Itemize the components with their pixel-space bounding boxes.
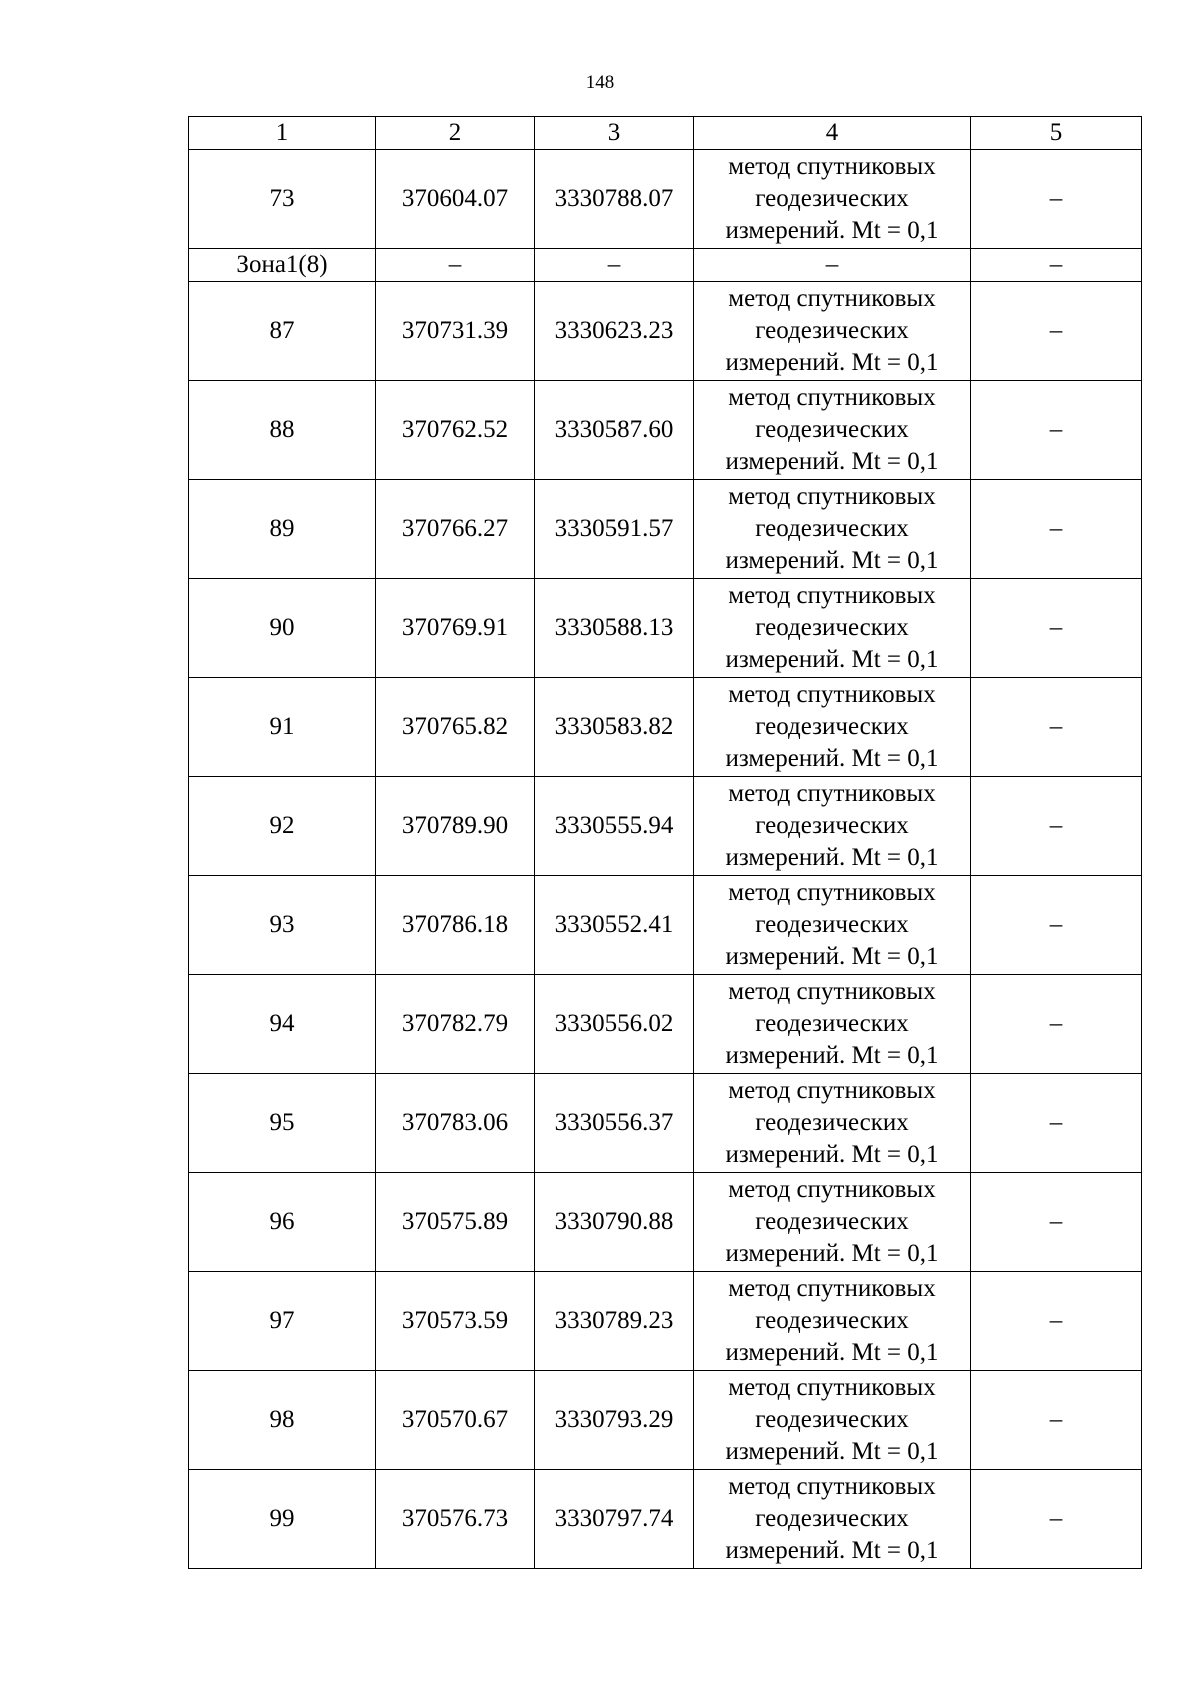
point-number-cell: 91	[189, 678, 376, 777]
table-row	[189, 1074, 1142, 1173]
x-coordinate-cell: 370570.67	[376, 1371, 535, 1470]
method-cell: метод спутниковых геодезических измерений. Mt = 0,1	[694, 282, 971, 381]
point-number-cell: 87	[189, 282, 376, 381]
note-cell: –	[971, 480, 1142, 579]
x-coordinate-cell: 370765.82	[376, 678, 535, 777]
table-row	[189, 282, 1142, 381]
table-row	[189, 975, 1142, 1074]
table-row	[189, 1272, 1142, 1371]
method-cell: метод спутниковых геодезических измерений. Mt = 0,1	[694, 1272, 971, 1371]
note-cell: –	[971, 777, 1142, 876]
point-number-cell: 98	[189, 1371, 376, 1470]
coordinates-table	[188, 116, 1142, 1569]
point-number-cell: 96	[189, 1173, 376, 1272]
point-number-cell: Зона1(8)	[189, 249, 376, 282]
table-row	[189, 150, 1142, 249]
note-cell: –	[971, 249, 1142, 282]
method-cell: –	[694, 249, 971, 282]
note-cell: –	[971, 1272, 1142, 1371]
x-coordinate-cell: –	[376, 249, 535, 282]
method-cell: метод спутниковых геодезических измерений. Mt = 0,1	[694, 381, 971, 480]
table-header-row	[189, 117, 1142, 150]
header-cell: 1	[189, 117, 376, 150]
method-cell: метод спутниковых геодезических измерений. Mt = 0,1	[694, 480, 971, 579]
note-cell: –	[971, 1470, 1142, 1569]
point-number-cell: 92	[189, 777, 376, 876]
header-cell: 2	[376, 117, 535, 150]
y-coordinate-cell: 3330583.82	[535, 678, 694, 777]
method-cell: метод спутниковых геодезических измерений. Mt = 0,1	[694, 975, 971, 1074]
y-coordinate-cell: 3330788.07	[535, 150, 694, 249]
table-row	[189, 678, 1142, 777]
y-coordinate-cell: 3330555.94	[535, 777, 694, 876]
note-cell: –	[971, 1173, 1142, 1272]
table-row	[189, 480, 1142, 579]
point-number-cell: 90	[189, 579, 376, 678]
table-row	[189, 1173, 1142, 1272]
x-coordinate-cell: 370789.90	[376, 777, 535, 876]
table-row	[189, 876, 1142, 975]
x-coordinate-cell: 370782.79	[376, 975, 535, 1074]
method-cell: метод спутниковых геодезических измерений. Mt = 0,1	[694, 678, 971, 777]
y-coordinate-cell: 3330587.60	[535, 381, 694, 480]
y-coordinate-cell: –	[535, 249, 694, 282]
table-row	[189, 1371, 1142, 1470]
x-coordinate-cell: 370783.06	[376, 1074, 535, 1173]
note-cell: –	[971, 678, 1142, 777]
header-cell: 5	[971, 117, 1142, 150]
note-cell: –	[971, 1371, 1142, 1470]
y-coordinate-cell: 3330623.23	[535, 282, 694, 381]
table-body	[189, 117, 1142, 1569]
method-cell: метод спутниковых геодезических измерений. Mt = 0,1	[694, 777, 971, 876]
x-coordinate-cell: 370769.91	[376, 579, 535, 678]
method-cell: метод спутниковых геодезических измерений. Mt = 0,1	[694, 876, 971, 975]
point-number-cell: 94	[189, 975, 376, 1074]
y-coordinate-cell: 3330552.41	[535, 876, 694, 975]
note-cell: –	[971, 876, 1142, 975]
x-coordinate-cell: 370766.27	[376, 480, 535, 579]
header-cell: 3	[535, 117, 694, 150]
table-row	[189, 1470, 1142, 1569]
x-coordinate-cell: 370573.59	[376, 1272, 535, 1371]
point-number-cell: 93	[189, 876, 376, 975]
note-cell: –	[971, 1074, 1142, 1173]
page-number: 148	[585, 72, 615, 93]
method-cell: метод спутниковых геодезических измерений. Mt = 0,1	[694, 150, 971, 249]
point-number-cell: 88	[189, 381, 376, 480]
x-coordinate-cell: 370576.73	[376, 1470, 535, 1569]
y-coordinate-cell: 3330797.74	[535, 1470, 694, 1569]
note-cell: –	[971, 150, 1142, 249]
method-cell: метод спутниковых геодезических измерений. Mt = 0,1	[694, 1173, 971, 1272]
y-coordinate-cell: 3330588.13	[535, 579, 694, 678]
x-coordinate-cell: 370575.89	[376, 1173, 535, 1272]
note-cell: –	[971, 975, 1142, 1074]
y-coordinate-cell: 3330789.23	[535, 1272, 694, 1371]
table-row	[189, 381, 1142, 480]
x-coordinate-cell: 370604.07	[376, 150, 535, 249]
method-cell: метод спутниковых геодезических измерений. Mt = 0,1	[694, 1371, 971, 1470]
point-number-cell: 99	[189, 1470, 376, 1569]
x-coordinate-cell: 370731.39	[376, 282, 535, 381]
table-row	[189, 579, 1142, 678]
header-cell: 4	[694, 117, 971, 150]
point-number-cell: 73	[189, 150, 376, 249]
y-coordinate-cell: 3330556.37	[535, 1074, 694, 1173]
y-coordinate-cell: 3330556.02	[535, 975, 694, 1074]
point-number-cell: 97	[189, 1272, 376, 1371]
x-coordinate-cell: 370786.18	[376, 876, 535, 975]
note-cell: –	[971, 381, 1142, 480]
point-number-cell: 89	[189, 480, 376, 579]
point-number-cell: 95	[189, 1074, 376, 1173]
y-coordinate-cell: 3330793.29	[535, 1371, 694, 1470]
note-cell: –	[971, 579, 1142, 678]
x-coordinate-cell: 370762.52	[376, 381, 535, 480]
method-cell: метод спутниковых геодезических измерений. Mt = 0,1	[694, 579, 971, 678]
method-cell: метод спутниковых геодезических измерений. Mt = 0,1	[694, 1470, 971, 1569]
y-coordinate-cell: 3330591.57	[535, 480, 694, 579]
zone-row	[189, 249, 1142, 282]
note-cell: –	[971, 282, 1142, 381]
table-row	[189, 777, 1142, 876]
y-coordinate-cell: 3330790.88	[535, 1173, 694, 1272]
method-cell: метод спутниковых геодезических измерений. Mt = 0,1	[694, 1074, 971, 1173]
